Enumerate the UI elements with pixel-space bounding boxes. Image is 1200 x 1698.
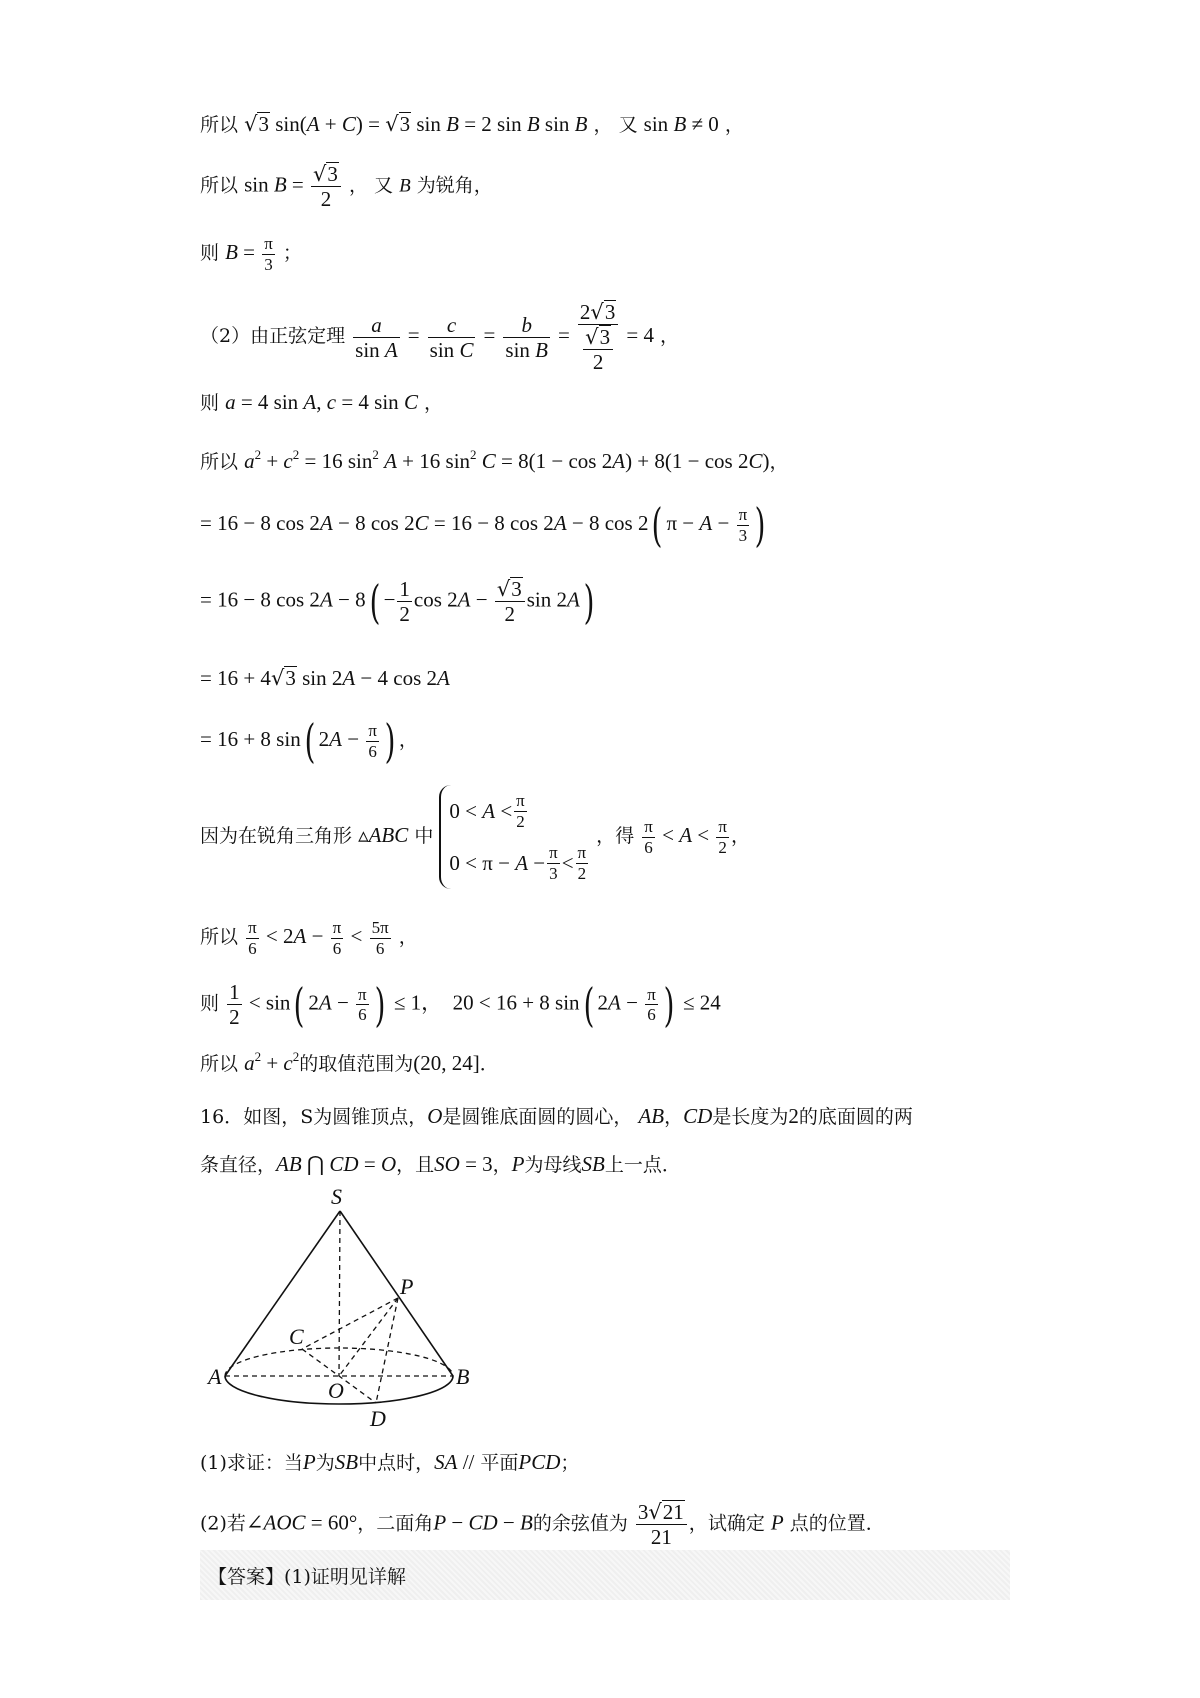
answer-label: 【答案】 xyxy=(208,1565,285,1588)
label-A: A xyxy=(208,1364,222,1389)
label-C: C xyxy=(289,1324,304,1349)
segment-PO xyxy=(339,1298,398,1376)
step-line-1: 所以 √3 sin(A + C) = √3 sin B = 2 sin B sin B ， 又 sin B ≠ 0 ， xyxy=(200,112,744,136)
problem-16-line-1: 16．如图，S为圆锥顶点，O是圆锥底面圆的圆心， AB，CD是长度为2的底面圆的两 xyxy=(200,1104,913,1128)
step-line-9: = 16 + 4√3 sin 2A − 4 cos 2A xyxy=(200,666,450,690)
step-line-10: = 16 + 8 sin( 2A − $\frac{\pi}{6}$ ) ， xyxy=(200,714,418,768)
answer-text: (1)证明见详解 xyxy=(284,1565,406,1588)
step-line-12: 所以 $\frac{\pi}{6}$ < 2A − $\frac{\pi}{6}$ < $\frac{5\pi}{6}$ ， xyxy=(200,918,418,958)
step-line-3: 则 B = $\frac{\pi}{3}$ ； xyxy=(200,234,302,274)
step-line-7: = 16 − 8 cos 2A − 8 cos 2C = 16 − 8 cos 2A − 8 cos 2( π − A − $\frac{\pi}{3}$ ) xyxy=(200,498,766,552)
label-S: S xyxy=(331,1186,342,1209)
step-line-4: （2）由正弦定理 $\frac{a}{\text{sin A}}$ = $\frac{c}{\text{sin C}}$ = $\frac{b}{\text{sin B}}$ = $\frac{2√3}{\frac{√3}{2}}$ = 4 ， xyxy=(200,300,679,375)
base-back-arc xyxy=(225,1348,453,1376)
segment-PD xyxy=(376,1298,398,1403)
step-line-11: 因为在锐角三角形 ▵ABC 中 0 < A < $\frac{\pi}{2}$ 0 < π − A − $\frac{\pi}{3}$ < $\frac{\pi}{2}$ ，得 $\frac{\pi}{6}$ < A < $\frac{\pi}{2}$ ， xyxy=(200,785,750,889)
step-line-6: 所以 $a^2 + c^2 = 16$ $\sin^2 A + 16$ $\sin^2 C = 8(1 - \cos 2A) + 8(1 - \cos 2C)$， xyxy=(200,447,789,473)
label-B: B xyxy=(456,1364,470,1389)
step-line-2: 所以 sin B = $\frac{√3}{2}$ ， 又 B 为锐角， xyxy=(200,162,493,212)
problem-16-line-2: 条直径，AB ⋂ CD = O，且SO = 3，P为母线SB上一点． xyxy=(200,1152,681,1176)
step-line-13: 则 $\frac{1}{2}$ < sin( 2A − $\frac{\pi}{6}$ ) ≤ 1， 20 < 16 + 8 sin( 2A − $\frac{\pi}{6}$ ) ≤ 24 xyxy=(200,977,721,1032)
cone-figure xyxy=(200,1186,490,1436)
inequality-system: 0 < A < $\frac{\pi}{2}$ 0 < π − A − $\frac{\pi}{3}$ < $\frac{\pi}{2}$ xyxy=(439,785,590,889)
answer-bar xyxy=(200,1550,1010,1600)
label-O: O xyxy=(328,1378,344,1403)
step-line-14: 所以 $a^2 + c^2$的取值范围为(20, 24]． xyxy=(200,1049,499,1075)
question-2: (2)若∠AOC = 60°，二面角P − CD − B的余弦值为 $\frac{3√21}{21}$ ，试确定 P 点的位置． xyxy=(200,1500,885,1550)
label-D: D xyxy=(370,1406,386,1431)
segment-PC xyxy=(302,1298,398,1349)
step-line-5: 则 a = 4 sin A, c = 4 sin C ， xyxy=(200,390,443,414)
segment-SO xyxy=(339,1211,340,1376)
step-line-8: = 16 − 8 cos 2A − 8( − $\frac{1}{2}$ cos 2A − $\frac{√3}{2}$ sin 2A) xyxy=(200,574,595,629)
question-1: (1)求证：当P为SB中点时，SA // 平面PCD； xyxy=(200,1450,580,1474)
label-P: P xyxy=(400,1274,414,1299)
